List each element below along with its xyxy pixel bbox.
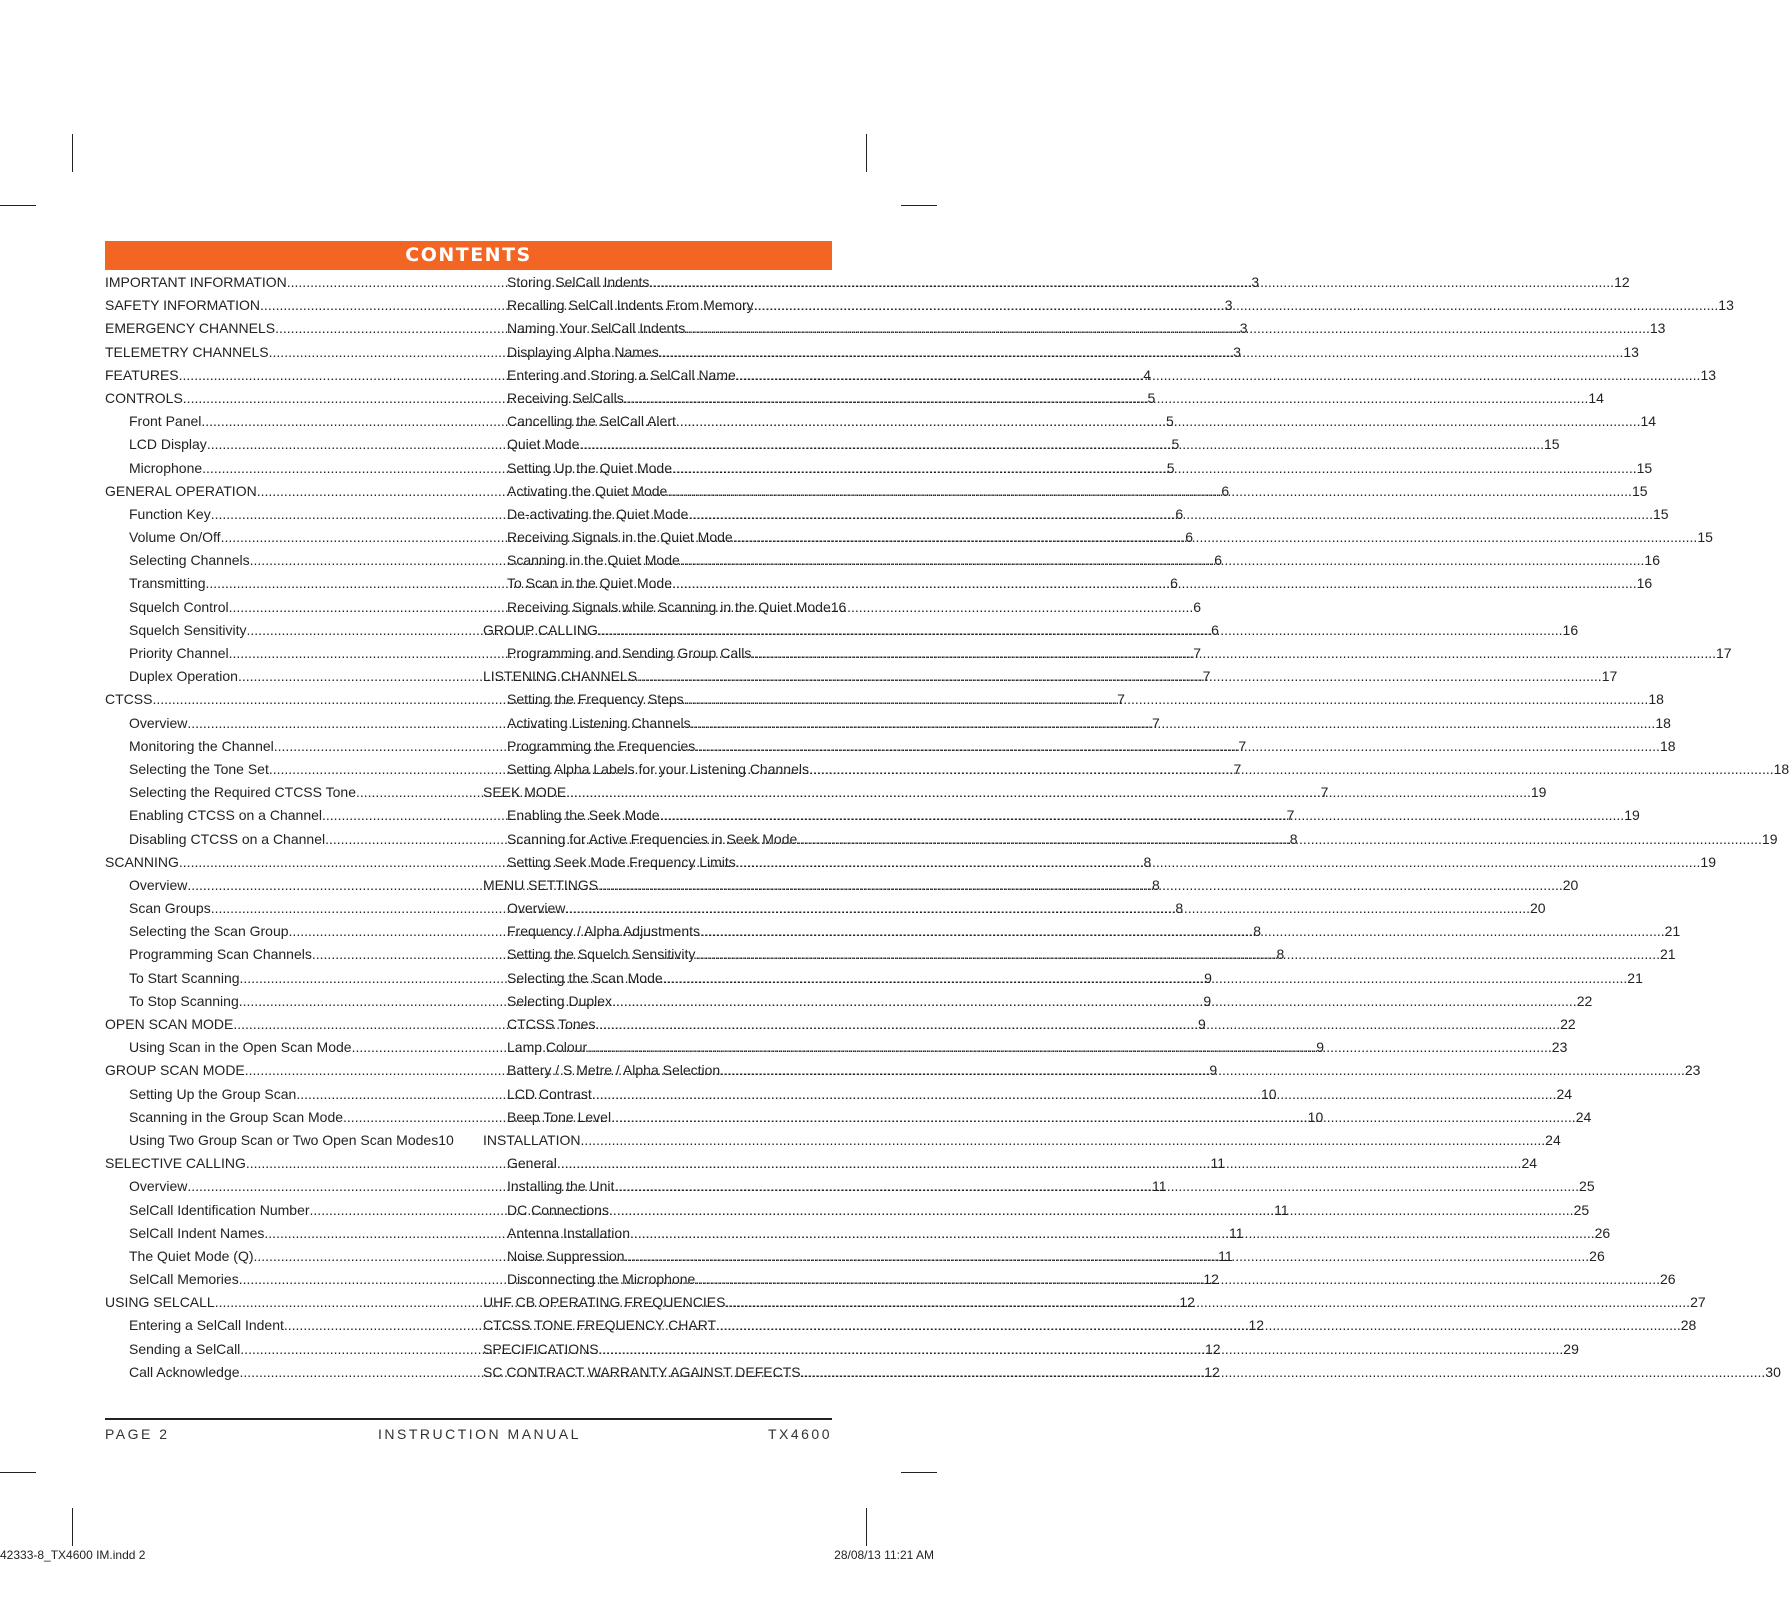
toc-dot-leader [676,413,1641,429]
toc-dot-leader [565,900,1530,916]
toc-dot-leader [695,946,1660,962]
toc-entry-page: 24 [1556,1085,1573,1102]
toc-entry-title: LCD Display [129,436,207,453]
toc-entry-page: 18 [1773,760,1789,777]
toc-entry-page: 15 [1652,505,1669,522]
toc-entry-title: Using Scan in the Open Scan Mode [129,1039,352,1056]
toc-entry-page: 18 [1655,714,1671,731]
toc-entry-page: 8 [1253,923,1261,940]
toc-subentry[interactable] [483,389,1604,413]
toc-dot-leader [598,622,1563,638]
toc-entry-title: Frequency / Alpha Adjustments [507,923,700,940]
toc-entry-page: 21 [1664,923,1681,940]
crop-mark [0,205,36,206]
toc-entry-title: SelCall Indent Names [129,1224,265,1241]
toc-entry-page: 6 [1175,505,1184,522]
toc-entry-page: 8 [1152,876,1160,893]
toc-subentry[interactable] [483,552,1660,575]
toc-subentry[interactable] [483,807,1640,830]
toc-entry-title: Setting Up the Quiet Mode [507,459,672,476]
toc-entry-title: IMPORTANT INFORMATION [105,274,287,290]
toc-entry-page: 5 [1147,389,1156,406]
toc-entry-title: Receiving Signals in the Quiet Mode [507,529,733,546]
toc-entry-page: 24 [1521,1155,1538,1172]
toc-entry-title: Naming Your SelCall Indents [507,320,686,337]
toc-dot-leader [581,1132,1546,1148]
toc-dot-leader [691,715,1656,731]
toc-entry-title: SelCall Identification Number [129,1201,310,1218]
toc-subentry[interactable] [483,853,1716,877]
toc-subentry[interactable] [483,946,1676,969]
toc-entry-title: GROUP SCAN MODE [105,1062,245,1079]
toc-entry-title: Antenna Installation [507,1224,630,1241]
toc-entry-page: 6 [1214,552,1223,569]
toc-entry-page: 9 [1203,992,1212,1009]
toc-entry-page: 8 [1289,830,1298,847]
toc-entry-page: 15 [1544,436,1560,453]
toc-entry-title: Setting the Frequency Steps [507,691,684,708]
toc-entry-title: Scanning in the Group Scan Mode [129,1108,344,1125]
crop-mark [0,1472,36,1473]
toc-entry-page: 3 [1233,343,1242,360]
toc-dot-leader [700,923,1665,939]
toc-entry-page: 13 [1623,343,1639,360]
toc-entry-title: To Start Scanning [129,969,240,986]
toc-entry-page: 6 [1211,621,1219,638]
toc-entry-title: Using Two Group Scan or Two Open Scan Modes [129,1131,439,1148]
slug-timestamp: 28/08/13 11:21 AM [834,1548,934,1562]
toc-entry-title: SELECTIVE CALLING [105,1155,246,1172]
toc-dot-leader [630,1225,1595,1241]
toc-subentry[interactable] [105,1131,454,1155]
toc-entry-title: Enabling the Seek Mode [507,807,660,824]
toc-entry-page: 10 [438,1131,454,1148]
toc-entry-page: 15 [1697,529,1713,546]
toc-entry-title: LISTENING CHANNELS [483,668,638,685]
toc-entry-page: 5 [1166,413,1174,430]
toc-dot-leader [579,436,1544,452]
toc-entry-title: Displaying Alpha Names [507,343,659,360]
toc-dot-leader [680,552,1645,568]
toc-subentry[interactable] [483,760,1789,784]
toc-entry-title: Microphone [129,459,203,476]
toc-dot-leader [592,1086,1557,1102]
toc-entry-page: 13 [1700,366,1717,383]
toc-subentry[interactable] [483,645,1732,668]
toc-entry-page: 17 [1601,668,1618,685]
toc-entry-page: 27 [1690,1294,1706,1311]
toc-entry-page: 9 [1198,1016,1206,1032]
toc-entry-page: 9 [1209,1062,1218,1079]
toc-subentry[interactable] [483,575,1653,598]
toc-entry-title: Priority Channel [129,645,229,661]
toc-entry-title: General [507,1155,557,1172]
toc-entry-page: 7 [1238,737,1247,754]
toc-entry-page: 21 [1659,946,1676,963]
toc-dot-leader [685,320,1650,336]
toc-subentry[interactable] [483,413,1657,436]
toc-subentry[interactable] [483,992,1593,1016]
toc-entry-title: Duplex Operation [129,668,238,685]
toc-dot-leader [695,1271,1660,1287]
toc-entry-title: Monitoring the Channel [129,737,274,754]
toc-entry-title: MENU SETTINGS [483,876,599,893]
toc-entry-page: 5 [1171,436,1180,453]
toc-entry-page: 20 [1562,876,1579,893]
footer-manual-title: INSTRUCTION MANUAL [378,1426,581,1442]
crop-mark [901,205,937,206]
toc-dot-leader [587,1039,1552,1055]
toc-entry-title: Call Acknowledge [129,1363,240,1380]
toc-subentry[interactable] [483,1016,1576,1039]
toc-entry-page: 15 [1636,459,1653,476]
toc-entry-title: Beep Tone Level [507,1108,612,1125]
toc-entry-title: Entering and Storing a SelCall Name [507,366,736,383]
toc-subentry[interactable] [483,1062,1701,1085]
toc-entry-title: Front Panel [129,413,202,430]
toc-entry-page: 29 [1563,1340,1579,1357]
toc-dot-leader [557,1155,1522,1171]
crop-mark [72,134,73,172]
toc-dot-leader [598,877,1563,893]
footer-model: TX4600 [767,1426,832,1442]
toc-entry-page: 23 [1551,1039,1568,1056]
toc-dot-leader [659,344,1624,360]
toc-entry-page: 22 [1560,1016,1576,1032]
toc-entry-title: Receiving SelCalls [507,389,624,406]
toc-entry-page: 11 [1218,1247,1233,1264]
toc-entry-page: 25 [1573,1201,1590,1218]
toc-entry-title: Storing SelCall Indents [507,274,650,290]
toc-entry-page: 16 [1644,552,1660,569]
toc-entry-page: 8 [1175,900,1184,917]
toc-entry-title: Volume On/Off [129,529,221,546]
toc-dot-leader [754,297,1719,313]
toc-subentry[interactable] [483,274,1630,297]
toc-entry-page: 19 [1624,807,1640,824]
toc-entry-title: GROUP CALLING [483,621,598,638]
toc-entry-title: Selecting Channels [129,552,250,569]
toc-entry-title: Cancelling the SelCall Alert [507,413,676,430]
toc-dot-leader [720,1062,1685,1078]
toc-dot-leader [733,529,1698,545]
toc-entry-title: Scanning for Active Frequencies in Seek Mode [507,830,798,847]
toc-dot-leader [595,1016,1560,1032]
toc-entry-title: Setting the Squelch Sensitivity [507,946,696,963]
toc-entry-page: 16 [1562,621,1579,638]
contents-banner [105,241,832,270]
toc-entry-page: 12 [1204,1340,1221,1357]
toc-subentry[interactable] [483,505,1669,529]
toc-entry-page: 18 [1659,737,1676,754]
toc-dot-leader [625,1248,1590,1264]
toc-entry-title: Selecting the Required CTCSS Tone [129,784,356,801]
toc-entry-title: Lamp Colour [507,1039,588,1056]
toc-entry-title: Transmitting [129,575,206,592]
toc-entry-title: UHF CB OPERATING FREQUENCIES [483,1294,726,1311]
toc-entry-title: CONTROLS [105,389,183,406]
footer-rule [105,1418,832,1420]
toc-dot-leader [663,970,1628,986]
toc-dot-leader [751,645,1716,661]
toc-subentry[interactable] [483,1039,1568,1062]
toc-entry-page: 8 [1143,853,1152,870]
toc-entry-title: Battery / S Metre / Alpha Selection [507,1062,721,1079]
toc-entry-title: Programming Scan Channels [129,946,312,963]
toc-entry-title: Setting Up the Group Scan [129,1085,297,1102]
toc-subentry[interactable] [483,366,1717,390]
toc-dot-leader [566,784,1531,800]
crop-mark [72,1508,73,1546]
toc-entry-page: 14 [1588,389,1604,406]
toc-entry-page: 23 [1684,1062,1701,1079]
toc-entry-page: 26 [1589,1247,1605,1264]
toc-entry-title: Overview [129,876,188,893]
toc-entry-page: 10 [1260,1085,1277,1102]
toc-entry-title: Programming the Frequencies [507,737,696,754]
toc-dot-leader [612,993,1577,1009]
toc-entry-title: CTCSS [105,691,153,708]
contents-title: CONTENTS [405,244,532,266]
toc-entry-page: 6 [1221,482,1230,499]
toc-entry-page: 8 [1276,946,1285,963]
toc-entry-page: 7 [1286,807,1295,824]
toc-dot-leader [667,483,1632,499]
toc-entry-title: Overview [507,900,566,917]
toc-entry-page: 9 [1204,969,1212,986]
toc-entry-page: 3 [1251,274,1260,290]
toc-entry-page: 12 [1248,1317,1265,1334]
toc-entry-title: Receiving Signals while Scanning in the Quiet Mode [507,598,831,615]
toc-dot-leader [809,761,1774,777]
toc-entry-title: Setting Seek Mode Frequency Limits [507,853,736,870]
toc-subentry[interactable] [483,598,847,622]
toc-entry-title: Entering a SelCall Indent [129,1317,284,1334]
toc-entry-page: 26 [1659,1271,1676,1288]
toc-entry-page: 25 [1579,1178,1595,1195]
toc-entry-page: 13 [1718,297,1734,314]
toc-entry-page: 15 [1631,482,1648,499]
toc-entry-title: Function Key [129,505,211,522]
toc-entry-title: Selecting the Scan Mode [507,969,663,986]
toc-entry-title: Sending a SelCall [129,1340,241,1357]
toc-subentry[interactable] [483,459,1653,483]
toc-entry-title: Recalling SelCall Indents From Memory [507,297,754,314]
toc-dot-leader [684,691,1649,707]
toc-entry-title: USING SELCALL [105,1294,215,1311]
toc-entry-title: SAFETY INFORMATION [105,297,261,314]
toc-entry-page: 3 [1239,320,1248,337]
toc-dot-leader [716,1317,1681,1333]
toc-entry-page: 7 [1233,760,1242,777]
toc-entry-title: Overview [129,1178,188,1195]
toc-entry-title: Selecting the Tone Set [129,760,269,777]
toc-entry-title: Squelch Sensitivity [129,621,247,638]
toc-dot-leader [660,807,1625,823]
toc-subentry[interactable] [483,529,1713,552]
toc-dot-leader [797,831,1762,847]
toc-subentry[interactable] [483,900,1546,923]
toc-entry-page: 26 [1594,1224,1611,1241]
toc-entry-page: 14 [1640,413,1657,430]
toc-dot-leader [736,854,1701,870]
toc-entry[interactable] [483,784,1547,807]
toc-entry-title: DC Connections [507,1201,609,1218]
toc-entry-page: 13 [1649,320,1666,337]
toc-entry-page: 7 [1117,691,1125,708]
crop-mark [866,1508,867,1546]
toc-entry-title: Disabling CTCSS on a Channel [129,830,326,847]
toc-dot-leader [609,1202,1574,1218]
toc-dot-leader [736,367,1701,383]
toc-entry-title: The Quiet Mode (Q) [129,1247,254,1264]
toc-subentry[interactable] [483,320,1666,343]
toc-subentry[interactable] [483,343,1639,367]
toc-subentry[interactable] [483,297,1734,320]
toc-entry[interactable] [483,876,1579,900]
toc-entry-title: Setting Alpha Labels for your Listening Channels [507,760,809,777]
toc-entry-page: 19 [1700,853,1716,870]
toc-entry-page: 30 [1765,1363,1781,1380]
toc-dot-leader [725,1294,1690,1310]
toc-dot-leader [611,1109,1576,1125]
slug-filename: 42333-8_TX4600 IM.indd 2 [0,1548,146,1562]
toc-entry-page: 28 [1680,1317,1697,1334]
toc-subentry[interactable] [483,923,1681,946]
toc-subentry[interactable] [483,830,1778,854]
toc-entry-title: Activating Listening Channels [507,714,691,731]
toc-entry-title: CTCSS TONE FREQUENCY CHART [483,1317,717,1334]
toc-entry-title: OPEN SCAN MODE [105,1016,234,1032]
toc-entry-page: 20 [1530,900,1546,917]
toc-entry-title: Quiet Mode [507,436,580,453]
toc-entry-title: SPECIFICATIONS [483,1340,599,1357]
toc-entry-page: 11 [1274,1201,1289,1218]
toc-entry-page: 7 [1202,668,1211,685]
toc-entry-page: 10 [1307,1108,1324,1125]
toc-entry-page: 11 [1229,1224,1244,1241]
toc-dot-leader [672,575,1637,591]
toc-entry-page: 19 [1530,784,1547,801]
toc-entry-page: 19 [1761,830,1778,847]
toc-entry-page: 16 [1636,575,1653,592]
toc-entry-page: 7 [1320,784,1329,801]
toc-entry-title: SEEK MODE [483,784,567,801]
toc-dot-leader [688,506,1653,522]
toc-subentry[interactable] [483,482,1648,506]
toc-entry-title: SCANNING [105,853,179,870]
toc-entry-page: 12 [1204,1363,1220,1380]
toc-entry-title: INSTALLATION [483,1131,581,1148]
toc-entry-page: 16 [830,598,847,615]
crop-mark [901,1472,937,1473]
toc-entry-page: 3 [1224,297,1233,314]
toc-entry-title: TELEMETRY CHANNELS [105,343,269,360]
toc-entry-title: LCD Contrast [507,1085,592,1102]
toc-entry-page: 9 [1316,1039,1325,1056]
toc-dot-leader [801,1364,1766,1380]
toc-dot-leader [672,460,1637,476]
footer-page-number: PAGE 2 [105,1426,170,1442]
toc-entry-page: 24 [1575,1108,1592,1125]
toc-entry-title: SC CONTRACT WARRANTY AGAINST DEFECTS [483,1363,801,1380]
toc-entry-page: 12 [1203,1271,1219,1288]
toc-dot-leader [637,668,1602,684]
toc-entry-title: Activating the Quiet Mode [507,482,668,499]
toc-entry-page: 7 [1193,645,1202,661]
toc-entry-page: 4 [1143,366,1152,383]
toc-entry-title: Selecting the Scan Group [129,923,289,940]
crop-mark [866,134,867,172]
toc-subentry[interactable] [483,714,1671,738]
toc-subentry[interactable] [483,691,1664,714]
toc-entry-title: Enabling CTCSS on a Channel [129,807,323,824]
toc-entry-title: Disconnecting the Microphone [507,1271,696,1288]
toc-entry-title: Scan Groups [129,900,211,917]
toc-entry[interactable] [483,621,1579,645]
toc-entry-page: 11 [1152,1178,1167,1195]
toc-entry-title: EMERGENCY CHANNELS [105,320,276,337]
toc-entry-title: Scanning in the Quiet Mode [507,552,680,569]
toc-entry[interactable] [483,1131,1561,1155]
toc-entry-page: 12 [1614,274,1630,290]
toc-entry-title: Overview [129,714,188,731]
toc-entry-title: Squelch Control [129,598,229,615]
toc-entry-page: 6 [1170,575,1178,592]
toc-entry-title: To Stop Scanning [129,992,239,1009]
toc-subentry[interactable] [483,737,1676,761]
toc-entry-title: To Scan in the Quiet Mode [507,575,672,592]
toc-entry-page: 21 [1627,969,1643,986]
toc-entry-title: De-activating the Quiet Mode [507,505,689,522]
toc-entry-page: 6 [1185,529,1194,546]
toc-entry[interactable] [483,668,1618,691]
toc-entry-page: 11 [1210,1155,1226,1172]
toc-entry-title: GENERAL OPERATION [105,482,257,499]
toc-entry-page: 18 [1648,691,1664,708]
toc-entry-title: Selecting Duplex [507,992,613,1009]
toc-dot-leader [649,274,1614,290]
toc-entry-title: Installing the Unit [507,1178,615,1195]
toc-entry-title: Programming and Sending Group Calls [507,645,752,661]
toc-dot-leader [695,738,1660,754]
toc-entry-page: 7 [1152,714,1160,731]
toc-entry-page: 12 [1179,1294,1195,1311]
toc-entry-title: FEATURES [105,366,179,383]
toc-dot-leader [599,1341,1564,1357]
toc-entry-page: 6 [1193,598,1202,615]
toc-dot-leader [614,1178,1579,1194]
toc-entry-title: SelCall Memories [129,1271,239,1288]
toc-entry-page: 5 [1166,459,1175,476]
toc-entry-page: 22 [1576,992,1593,1009]
toc-entry-title: CTCSS Tones [507,1016,596,1032]
toc-entry-title: Noise Suppression [507,1247,625,1264]
toc-subentry[interactable] [483,436,1560,459]
toc-subentry[interactable] [483,969,1643,993]
toc-entry-page: 24 [1545,1131,1561,1148]
toc-dot-leader [624,390,1589,406]
toc-entry-page: 17 [1716,645,1732,661]
